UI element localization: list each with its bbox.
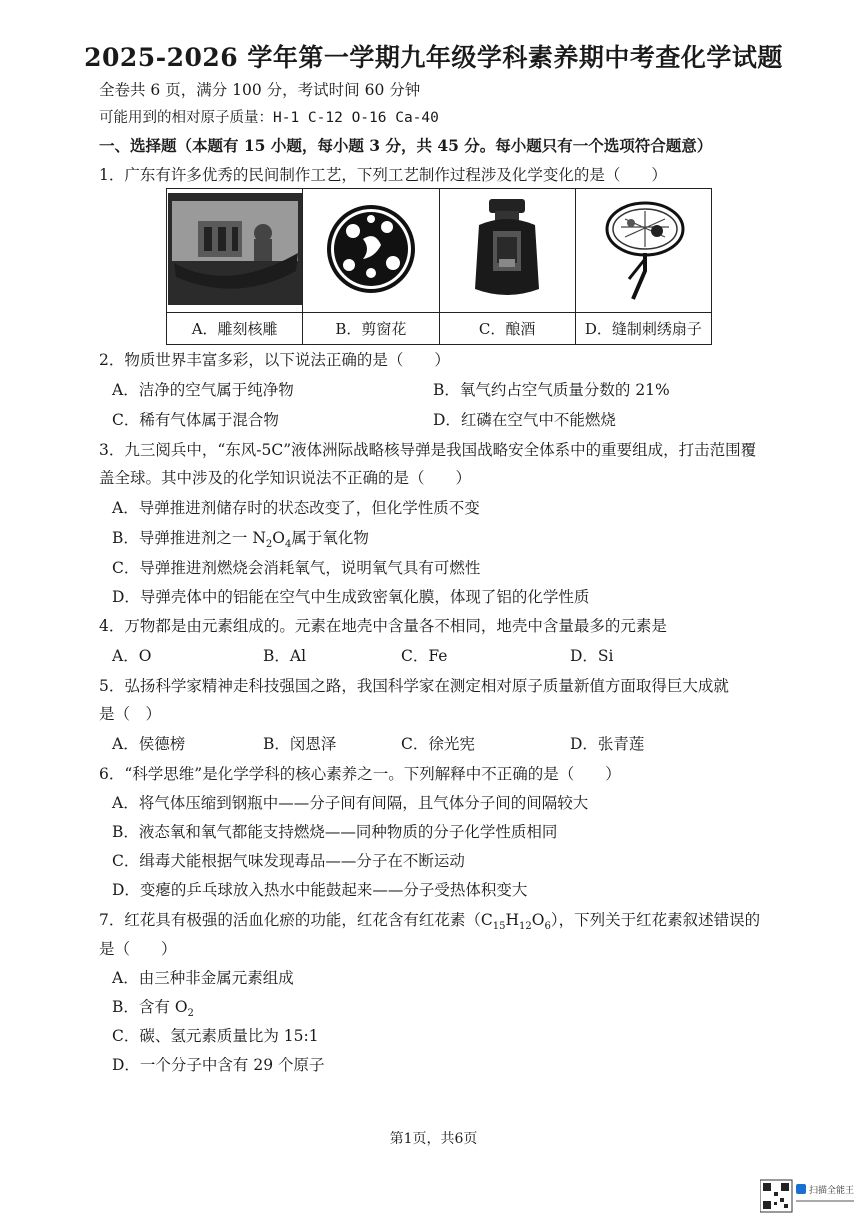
exam-title: 2025-2026 学年第一学期九年级学科素养期中考查化学试题 [84, 43, 783, 72]
q1-option-b: B．剪窗花 [303, 313, 439, 345]
q7-option-d: D．一个分子中含有 29 个原子 [112, 1056, 325, 1074]
q2-option-c: C．稀有气体属于混合物 [112, 411, 279, 429]
q6-option-a: A．将气体压缩到钢瓶中——分子间有间隔，且气体分子间的间隔较大 [112, 794, 589, 812]
q6-option-c: C．缉毒犬能根据气味发现毒品——分子在不断运动 [112, 852, 465, 870]
q3-option-b: B．导弹推进剂之一 $N_2O_4$属于氧化物 [112, 529, 369, 551]
q3-option-d: D．导弹壳体中的铝能在空气中生成致密氧化膜，体现了铝的化学性质 [112, 588, 590, 606]
q3-option-a: A．导弹推进剂储存时的状态改变了，但化学性质不变 [112, 499, 480, 517]
wine-jar-icon [467, 197, 547, 301]
q1-image-table [166, 188, 712, 345]
q1-stem: 1．广东有许多优秀的民间制作工艺，下列工艺制作过程涉及化学变化的是（ ） [99, 166, 667, 184]
q2-stem: 2．物质世界丰富多彩，以下说法正确的是（ ） [99, 351, 450, 369]
q1-image-b [303, 189, 439, 313]
embroidered-fan-icon [595, 197, 691, 301]
q5-stem-line2: 是（ ） [99, 705, 162, 723]
q7-option-c: C．碳、氢元素质量比为 15:1 [112, 1027, 319, 1045]
q2-option-a: A．洁净的空气属于纯净物 [112, 381, 294, 399]
q1-image-c [439, 189, 575, 313]
paper-cut-icon [323, 201, 419, 297]
qr-code-icon [760, 1178, 858, 1216]
q3-stem-line2: 盖全球。其中涉及的化学知识说法不正确的是（ ） [99, 469, 472, 487]
q5-option-b: B．闵恩泽 [263, 735, 337, 753]
q4-option-c: C．Fe [401, 647, 448, 665]
q7-stem-line2: 是（ ） [99, 940, 177, 958]
q5-option-a: A．侯德榜 [112, 735, 186, 753]
q3-stem-line1: 3．九三阅兵中，“东风-5C”液体洲际战略核导弹是我国战略安全体系中的重要组成，打击范围覆 [99, 441, 757, 459]
q6-option-d: D．变瘪的乒乓球放入热水中能鼓起来——分子受热体积变大 [112, 881, 528, 899]
page-footer: 第1页，共6页 [389, 1131, 478, 1147]
q1-image-a [167, 189, 303, 313]
q5-option-d: D．张青莲 [570, 735, 645, 753]
q7-option-a: A．由三种非金属元素组成 [112, 969, 294, 987]
q1-option-d: D．缝制刺绣扇子 [575, 313, 711, 345]
q1-image-d [575, 189, 711, 313]
atomic-mass-line: 可能用到的相对原子质量：H-1 C-12 O-16 Ca-40 [99, 110, 439, 126]
exam-info-line: 全卷共 6 页，满分 100 分，考试时间 60 分钟 [99, 81, 421, 99]
q4-option-b: B．Al [263, 647, 307, 665]
q4-option-d: D．Si [570, 647, 614, 665]
q7-stem-line1: 7．红花具有极强的活血化瘀的功能，红花含有红花素$(C_{15}H_{12}O_6)$，下列关于红花素叙述错误的 [99, 911, 761, 933]
q2-option-d: D．红磷在空气中不能燃烧 [433, 411, 616, 429]
q4-option-a: A．O [112, 647, 152, 665]
scanner-watermark [760, 1178, 858, 1216]
q4-stem: 4．万物都是由元素组成的。元素在地壳中含量各不相同，地壳中含量最多的元素是 [99, 617, 667, 635]
q5-option-c: C．徐光宪 [401, 735, 475, 753]
section-heading: 一、选择题（本题有 15 小题，每小题 3 分，共 45 分。每小题只有一个选项符合题意） [99, 136, 713, 155]
scanner-brand-text: 扫描全能王 [809, 1186, 855, 1196]
q1-option-a: A．雕刻核雕 [167, 313, 303, 345]
boat-carving-icon [168, 193, 302, 305]
q3-option-c: C．导弹推进剂燃烧会消耗氧气，说明氧气具有可燃性 [112, 559, 481, 577]
q1-option-c: C．酿酒 [439, 313, 575, 345]
q6-option-b: B．液态氧和氧气都能支持燃烧——同种物质的分子化学性质相同 [112, 823, 558, 841]
q2-option-b: B．氧气约占空气质量分数的 21% [433, 381, 670, 399]
q6-stem: 6．“科学思维”是化学学科的核心素养之一。下列解释中不正确的是（ ） [99, 765, 621, 783]
q7-option-b: B．含有 $O_2$ [112, 998, 194, 1020]
q5-stem-line1: 5．弘扬科学家精神走科技强国之路，我国科学家在测定相对原子质量新值方面取得巨大成就 [99, 677, 729, 695]
